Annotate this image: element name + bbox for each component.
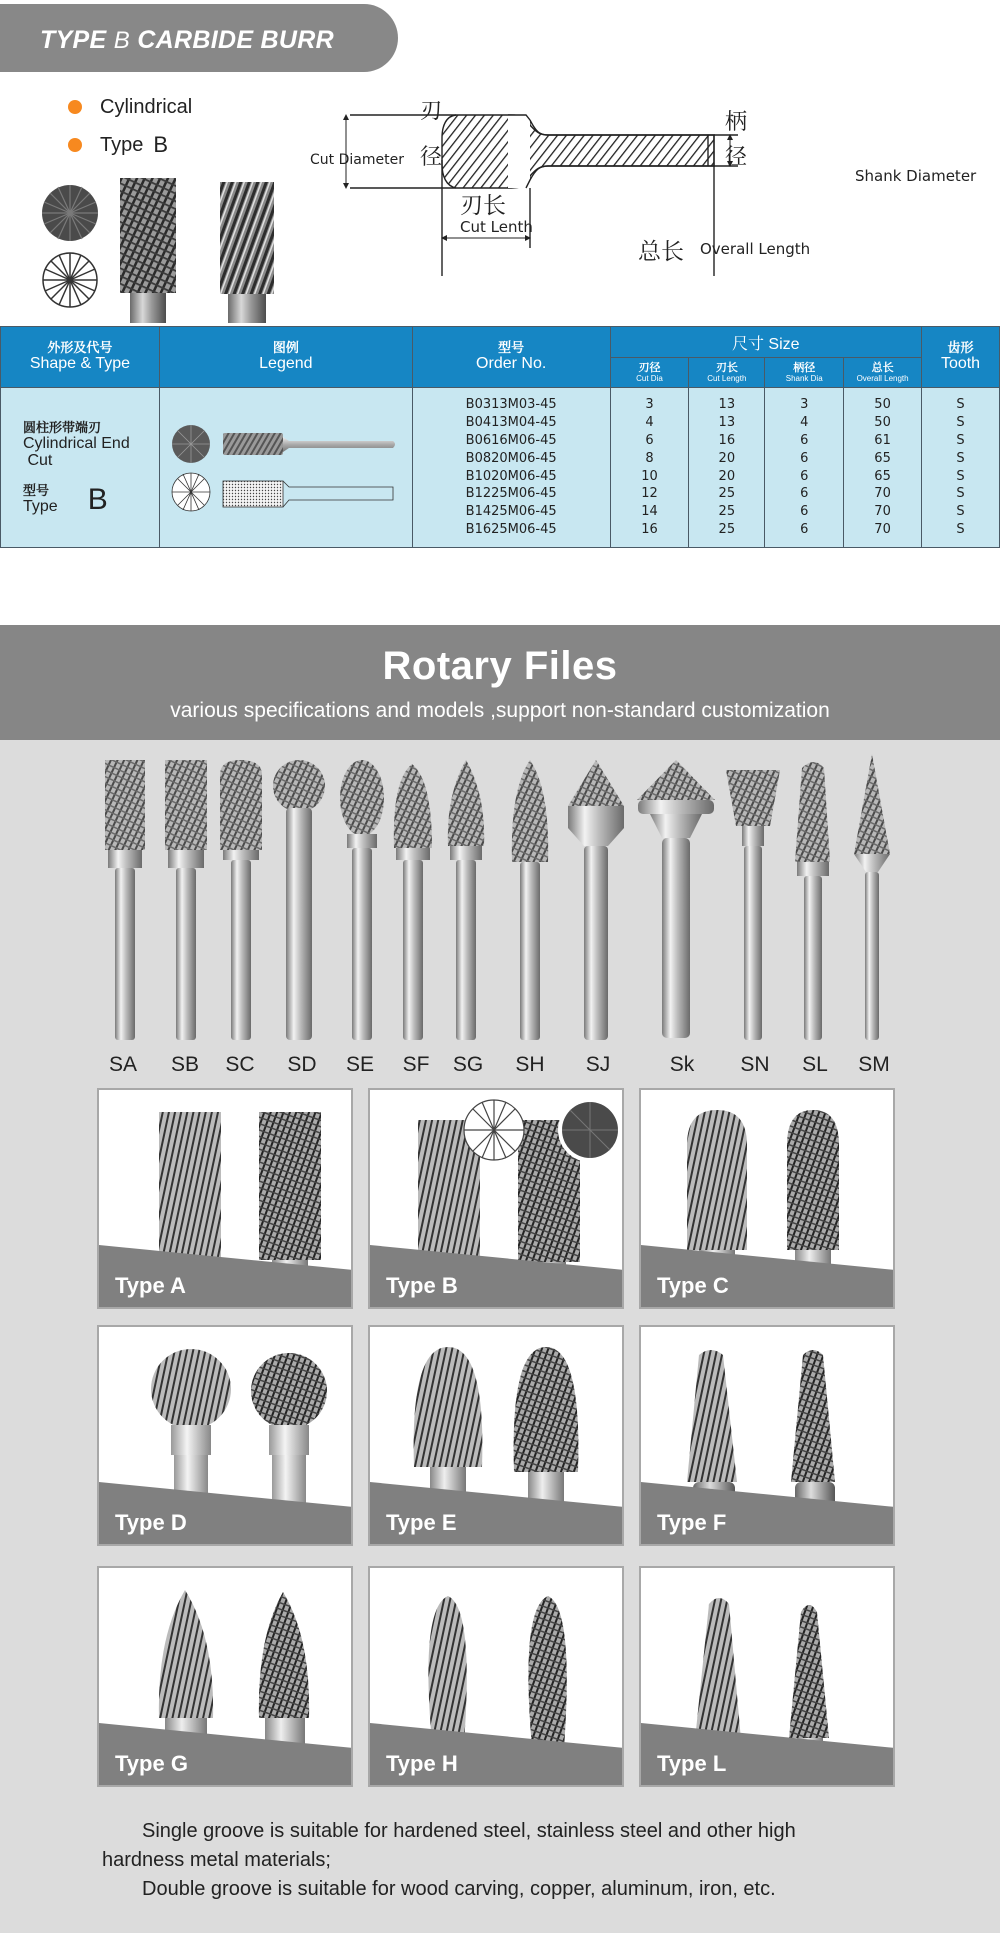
cut-length: 25 <box>718 504 736 520</box>
cut-length: 20 <box>718 450 736 466</box>
end-view-double-cut-icon <box>558 1098 622 1162</box>
overall-length: 50 <box>874 415 891 431</box>
burr-code-label: SH <box>515 1053 545 1076</box>
header-en: Shape & Type <box>29 355 131 372</box>
shank-dia: 6 <box>800 486 809 502</box>
end-view-single-cut-icon <box>464 1100 524 1160</box>
card-label: Type A <box>115 1273 186 1298</box>
title-type-code: B <box>113 27 131 54</box>
header-en: Order No. <box>476 355 547 372</box>
header-en: Shank Dia <box>785 373 823 383</box>
overall-length: 50 <box>874 397 891 413</box>
burr-code-label: SL <box>802 1053 828 1076</box>
header-order-no <box>412 327 610 388</box>
burr-code-label: SB <box>170 1053 200 1076</box>
header-cn: 外形及代号 <box>47 340 113 355</box>
header-cut-length <box>689 358 765 388</box>
shape-name-en-cont: Cut <box>23 452 53 469</box>
card-type-l <box>639 1566 895 1787</box>
shape-type-cell <box>1 388 160 548</box>
burr-code-label: SC <box>225 1053 255 1076</box>
card-type-f <box>639 1325 895 1546</box>
burr-se-icon <box>340 760 384 1040</box>
burr-code-label: SD <box>287 1053 317 1076</box>
burr-sa-icon <box>105 760 145 1040</box>
tooth: S <box>956 450 965 466</box>
card-label: Type D <box>115 1510 187 1535</box>
order-no-column <box>412 388 610 548</box>
bullet-type-code: B <box>153 132 169 157</box>
cut-dia: 16 <box>641 521 658 537</box>
cut-length: 25 <box>718 521 736 537</box>
bullet-label: Type <box>100 133 144 156</box>
type-code: B <box>87 483 108 516</box>
burr-lineup <box>0 740 1000 1080</box>
overall-length: 65 <box>874 450 891 466</box>
bullet-label: Cylindrical <box>100 95 193 118</box>
tooth: S <box>956 504 965 520</box>
bullet-type <box>68 126 192 164</box>
cut-length: 25 <box>718 486 736 502</box>
rotary-files-subtitle: various specifications and models ,support non-standard customization <box>170 699 830 722</box>
burr-code-label: SE <box>345 1053 375 1076</box>
shape-name-cn: 圆柱形带端刃 <box>23 420 102 435</box>
cut-diameter-cn-1: 刃 <box>420 99 443 124</box>
card-type-b <box>368 1088 624 1309</box>
card-type-h <box>368 1566 624 1787</box>
overall-length: 70 <box>874 521 891 537</box>
header-en: Overall Length <box>856 373 909 383</box>
cut-dia: 3 <box>645 397 654 413</box>
burr-code-label: Sk <box>669 1053 695 1076</box>
cut-length: 20 <box>718 468 736 484</box>
header-cn: 齿形 <box>947 340 974 355</box>
burr-sh-icon <box>512 760 548 1040</box>
cut-dia: 4 <box>645 415 654 431</box>
overall-length: 65 <box>874 468 891 484</box>
product-photos <box>40 168 290 323</box>
shank-dia: 6 <box>800 504 809 520</box>
burr-sm-icon <box>854 754 890 1040</box>
header-shape-type <box>1 327 160 388</box>
overall-length: 61 <box>874 432 891 448</box>
title-suffix: CARBIDE BURR <box>137 26 334 54</box>
card-label: Type F <box>657 1510 727 1535</box>
spec-table <box>0 326 1000 548</box>
section-title-banner <box>0 4 398 72</box>
burr-sn-icon <box>726 770 780 1040</box>
order-no: B1425M06-45 <box>465 504 557 520</box>
burr-sj-icon <box>568 760 624 1040</box>
feature-bullets <box>68 88 192 164</box>
cut-length: 13 <box>718 415 736 431</box>
tooth: S <box>956 468 965 484</box>
overall-length-column <box>844 388 922 548</box>
cut-length: 13 <box>718 397 736 413</box>
burr-sc-icon <box>220 760 262 1040</box>
legend-cell <box>159 388 412 548</box>
header-shank-dia <box>765 358 844 388</box>
header-cn: 总长 <box>871 361 894 374</box>
cut-length-cn: 刃长 <box>460 193 506 219</box>
header-size: 尺寸 Size <box>610 327 921 358</box>
cut-dia: 14 <box>641 504 658 520</box>
tooth: S <box>956 486 965 502</box>
card-label: Type B <box>386 1273 458 1298</box>
header-en: Cut Length <box>707 373 747 383</box>
header-overall-length <box>844 358 922 388</box>
card-label: Type C <box>657 1273 729 1298</box>
order-no: B0413M04-45 <box>465 415 557 431</box>
burr-sl-icon <box>795 762 830 1040</box>
tooth: S <box>956 415 965 431</box>
cut-length-column <box>689 388 765 548</box>
cut-dia: 12 <box>641 486 658 502</box>
burr-code-label: SG <box>452 1053 484 1076</box>
burr-code-label: SJ <box>585 1053 611 1076</box>
overall-length-cn: 总长 <box>638 239 684 265</box>
rotary-files-title: Rotary Files <box>382 644 618 688</box>
order-no: B0313M03-45 <box>465 397 557 413</box>
note-double-groove: Double groove is suitable for wood carving, copper, aluminum, iron, etc. <box>142 1878 776 1900</box>
shank-dia: 6 <box>800 432 809 448</box>
overall-length: 70 <box>874 504 891 520</box>
header-cn: 柄径 <box>793 361 816 374</box>
card-label: Type H <box>386 1751 458 1776</box>
cut-length-label: Cut Lenth <box>460 218 533 236</box>
burr-sf-icon <box>394 764 432 1040</box>
table-row <box>1 388 1000 548</box>
shank-dia-column <box>765 388 844 548</box>
end-view-single-cut-icon <box>43 253 97 307</box>
header-en: Cut Dia <box>636 373 663 383</box>
overall-length: 70 <box>874 486 891 502</box>
legend-drawing-icon <box>171 411 401 521</box>
order-no: B1225M06-45 <box>465 486 557 502</box>
header-cn: 刃长 <box>715 361 738 374</box>
shank-dia: 4 <box>800 415 809 431</box>
shank-dia: 6 <box>800 521 809 537</box>
burr-sb-icon <box>165 760 207 1040</box>
header-cn: 图例 <box>272 340 299 355</box>
header-en: Tooth <box>940 355 981 372</box>
tooth: S <box>956 432 965 448</box>
header-cut-dia <box>610 358 689 388</box>
shank-dia: 6 <box>800 468 809 484</box>
cut-length: 16 <box>718 432 736 448</box>
dimension-diagram <box>300 100 1000 280</box>
burr-sg-icon <box>448 760 484 1040</box>
shank-diameter-cn-2: 径 <box>725 145 748 170</box>
burr-code-label: SM <box>858 1053 890 1076</box>
tooth: S <box>956 521 965 537</box>
header-cn: 型号 <box>498 340 525 355</box>
shank-diameter-cn-1: 柄 <box>725 110 748 135</box>
title-prefix: TYPE <box>40 26 107 54</box>
orange-dot-icon <box>68 100 82 114</box>
shank-dia: 6 <box>800 450 809 466</box>
cut-dia: 10 <box>641 468 658 484</box>
order-no: B1625M06-45 <box>465 521 557 537</box>
cut-dia-column <box>610 388 689 548</box>
section-title <box>40 26 334 55</box>
burr-sk-icon <box>637 760 715 1038</box>
order-no: B0820M06-45 <box>465 450 557 466</box>
tooth: S <box>956 397 965 413</box>
rotary-files-body <box>0 740 1000 1933</box>
cut-dia: 6 <box>645 432 654 448</box>
burr-code-label: SN <box>740 1053 770 1076</box>
burr-sd-icon <box>273 760 325 1040</box>
cut-diameter-label: Cut Diameter <box>310 152 404 168</box>
card-label: Type G <box>115 1751 188 1776</box>
note-single-groove: Single groove is suitable for hardened steel, stainless steel and other high <box>142 1820 796 1842</box>
orange-dot-icon <box>68 138 82 152</box>
usage-notes <box>102 1817 922 1904</box>
card-type-g <box>97 1566 353 1787</box>
rotary-files-banner <box>0 625 1000 740</box>
shank-diameter-label: Shank Diameter <box>855 167 977 185</box>
card-type-e <box>368 1325 624 1546</box>
type-code-row <box>23 483 159 515</box>
header-en: Legend <box>259 355 313 372</box>
order-no: B1020M06-45 <box>465 468 557 484</box>
header-tooth <box>922 327 1000 388</box>
card-type-d <box>97 1325 353 1546</box>
end-view-double-cut-icon <box>42 185 98 241</box>
burr-code-label: SF <box>402 1053 430 1076</box>
header-legend <box>159 327 412 388</box>
card-type-c <box>639 1088 895 1309</box>
shape-name-en: Cylindrical End <box>23 435 130 452</box>
order-no: B0616M06-45 <box>465 432 557 448</box>
cut-dia: 8 <box>645 450 654 466</box>
header-cn: 刃径 <box>638 361 661 374</box>
shank-dia: 3 <box>800 397 809 413</box>
card-type-a <box>97 1088 353 1309</box>
type-en: Type <box>23 498 58 515</box>
cut-diameter-cn-2: 径 <box>420 145 443 170</box>
burr-code-label: SA <box>108 1053 138 1076</box>
type-cn: 型号 <box>23 483 50 498</box>
card-label: Type L <box>657 1751 727 1776</box>
overall-length-label: Overall Length <box>700 240 811 258</box>
bullet-shape <box>68 88 192 126</box>
card-label: Type E <box>386 1510 457 1535</box>
tooth-column <box>922 388 1000 548</box>
note-single-groove-cont: hardness metal materials; <box>102 1849 331 1871</box>
